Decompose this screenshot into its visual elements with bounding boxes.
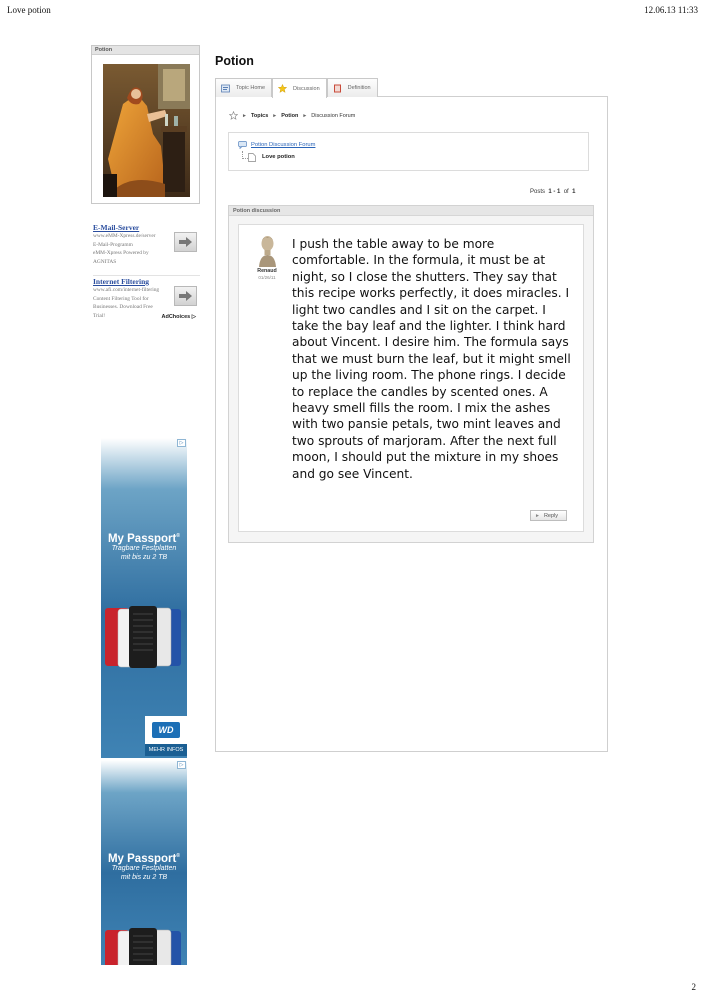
tab-label: Discussion — [293, 85, 320, 92]
topic-name[interactable]: Love potion — [262, 154, 295, 160]
ad-text-line: Businesses. Download Free — [93, 304, 153, 310]
topic-image-box — [91, 45, 200, 204]
topic-tabs — [215, 78, 378, 97]
tab-label: Definition — [347, 85, 371, 91]
posts-range: 1 - 1 — [548, 189, 561, 195]
post — [238, 224, 584, 532]
print-header-title: Love potion — [7, 5, 51, 15]
post-date: 01/26/11 — [258, 275, 276, 280]
tab-label: Topic Home — [236, 85, 266, 91]
avatar[interactable] — [258, 235, 277, 267]
forum-link[interactable]: Potion Discussion Forum — [251, 142, 316, 148]
chevron-right-icon: ► — [302, 112, 308, 119]
topic-painting-image[interactable] — [103, 64, 190, 197]
ad-text-line: www.eMM-Xpress.de/server — [93, 233, 156, 239]
discussion-box — [228, 205, 594, 543]
adchoices-icon: ▷ — [191, 314, 196, 320]
hard-drive-image — [105, 928, 183, 965]
chevron-right-icon: ► — [242, 112, 247, 119]
wd-logo: WD — [152, 722, 180, 738]
banner-subtitle: mit bis zu 2 TB — [120, 554, 168, 561]
page-title: Potion — [215, 54, 254, 68]
banner-title: My Passport® — [107, 532, 181, 545]
ad-arrow-button[interactable] — [174, 286, 197, 306]
post-author[interactable]: Renaud — [257, 268, 277, 274]
print-header-datetime: 12.06.13 11:33 — [644, 5, 698, 15]
adchoices-label: AdChoices — [161, 314, 191, 320]
print-page-number: 2 — [691, 982, 696, 992]
ad-info-icon[interactable]: ▷ — [177, 761, 186, 769]
banner-ad[interactable] — [101, 760, 187, 965]
ad-title-link[interactable]: E-Mail-Server — [93, 223, 140, 232]
discussion-title: Potion discussion — [229, 206, 593, 216]
star-outline-icon[interactable] — [229, 111, 238, 120]
tab-topic-home[interactable] — [215, 78, 272, 97]
tab-definition[interactable] — [327, 78, 378, 97]
breadcrumb-topics[interactable]: Topics — [250, 112, 269, 119]
ad-item[interactable] — [93, 275, 200, 318]
arrow-right-icon — [179, 237, 192, 247]
banner-subtitle: Tragbare Festplatten — [111, 545, 177, 552]
breadcrumb — [229, 111, 355, 120]
document-icon — [248, 153, 256, 162]
banner-title: My Passport® — [107, 852, 181, 865]
hard-drive-image — [105, 606, 183, 668]
reply-button[interactable] — [530, 510, 567, 521]
topic-home-icon — [221, 84, 230, 93]
ad-title-link[interactable]: Internet Filtering — [93, 277, 150, 286]
banner-subtitle: Tragbare Festplatten — [111, 865, 177, 872]
book-icon — [333, 84, 342, 93]
posts-of-label: of — [563, 189, 569, 195]
chevron-right-icon: ► — [272, 112, 278, 119]
image-box-title: Potion — [92, 46, 199, 55]
ad-text-line: eMM-Xpress Powered by — [93, 250, 149, 256]
ad-arrow-button[interactable] — [174, 232, 197, 252]
ad-item[interactable] — [93, 222, 200, 265]
ad-text-line: www.afi.com/internet-filtering — [93, 287, 160, 293]
ad-text-line: Trial! — [93, 312, 106, 319]
breadcrumb-potion[interactable]: Potion — [281, 112, 299, 119]
banner-subtitle: mit bis zu 2 TB — [120, 874, 168, 881]
ad-info-icon[interactable]: ▷ — [177, 439, 186, 447]
tab-discussion[interactable] — [272, 78, 327, 98]
posts-total: 1 — [572, 189, 576, 195]
sponsored-links — [93, 222, 200, 318]
ad-text-line: AGNITAS — [93, 258, 117, 265]
ad-text-line: E-Mail-Programm — [93, 241, 133, 248]
reply-arrow-icon: ► — [535, 512, 540, 519]
brand-tile — [145, 716, 187, 744]
post-body: I push the table away to be more comfortable. In the formula, it must be at night, so I close the shutters. They say that this recipe works perfectly, it does miracles. I light two candles and I sit on the carpet. I take the bay leaf and the lighter. I think hard about Vincent. I desire him. The formula says that we must burn the leaf, but it might smell up the living room. The phone rings. I decide to replace the candles by scented ones. A heavy smell fills the room. I mix the ashes with two pansie petals, two mint leaves and two sprouts of marjoram. After the next full moon, I should put the mixture in my shoes and go see Vincent. — [292, 237, 571, 481]
banner-ad[interactable] — [101, 438, 187, 758]
forum-tree — [228, 132, 589, 171]
star-icon — [278, 84, 287, 93]
posts-count — [530, 189, 575, 195]
adchoices-link[interactable] — [162, 314, 197, 320]
posts-label: Posts — [530, 189, 546, 195]
reply-label: Reply — [543, 512, 559, 519]
ad-text-line: Content Filtering Tool for — [93, 295, 149, 302]
forum-icon — [238, 141, 248, 149]
arrow-right-icon — [179, 291, 192, 301]
breadcrumb-discussion-forum: Discussion Forum — [311, 112, 356, 119]
more-info-button[interactable]: MEHR INFOS — [145, 744, 187, 756]
